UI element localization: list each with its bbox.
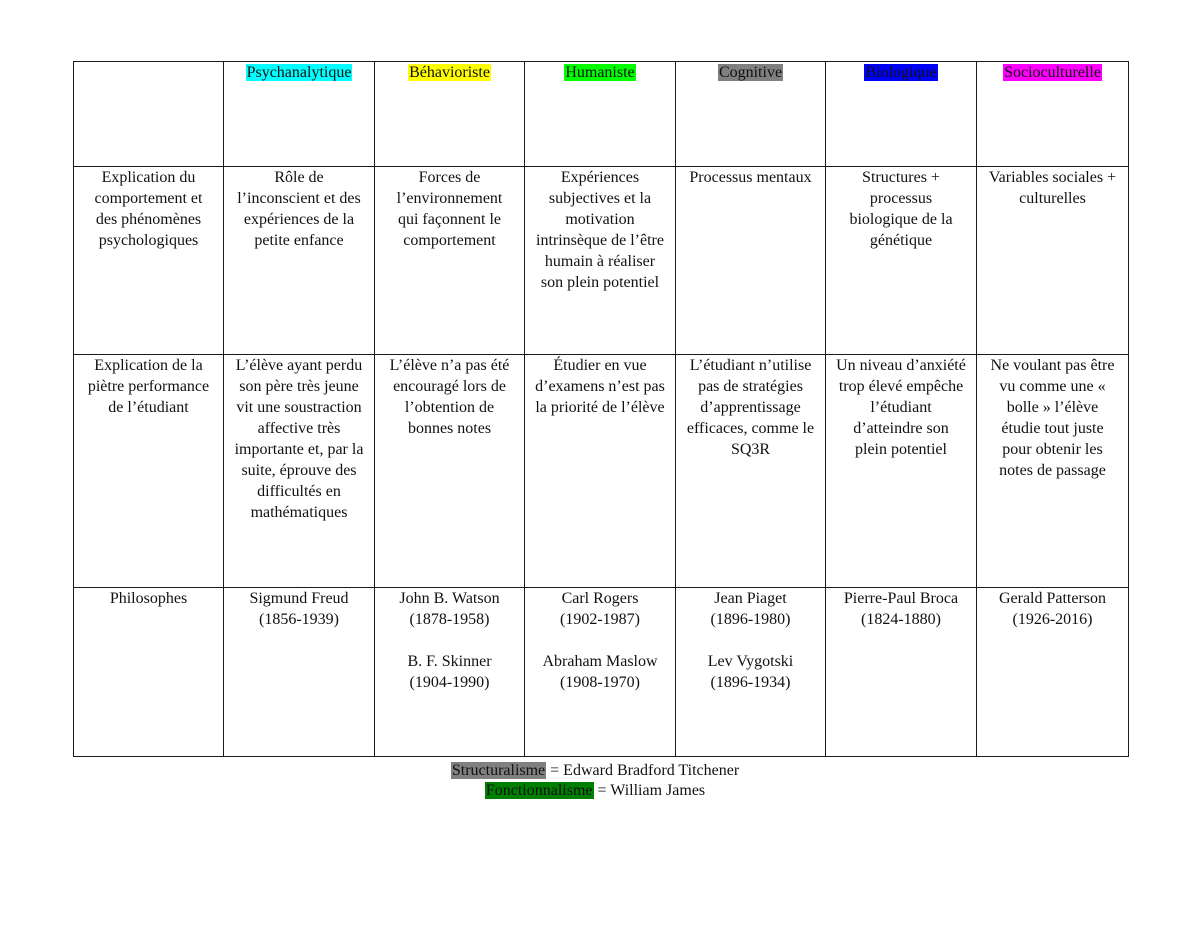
cell-behavioriste: L’élève n’a pas été encouragé lors de l’obtention de bonnes notes xyxy=(375,355,525,588)
philosopher-dates: (1878-1958) xyxy=(409,611,490,628)
row-label: Philosophes xyxy=(74,588,224,757)
header-socioculturelle xyxy=(977,62,1129,167)
philosopher-name: John B. Watson xyxy=(399,590,500,607)
header-row xyxy=(74,62,1129,167)
philosopher-name: Sigmund Freud xyxy=(249,590,349,607)
header-humaniste xyxy=(525,62,676,167)
highlight-structuralisme: Structuralisme xyxy=(451,762,546,779)
footer-structuralisme xyxy=(0,761,1200,781)
highlight-fonctionnalisme: Fonctionnalisme xyxy=(485,782,593,799)
philosopher-dates: (1856-1939) xyxy=(259,611,339,628)
row-label: Explication du comportement et des phénomènes psychologiques xyxy=(74,167,224,355)
header-biologique xyxy=(826,62,977,167)
cell-behavioriste: Forces de l’environnement qui façonnent le comportement xyxy=(375,167,525,355)
cell-psychanalytique xyxy=(224,588,375,757)
philosopher-dates: (1824-1880) xyxy=(861,611,941,628)
highlight-biologique: Biologique xyxy=(865,64,937,81)
cell-cognitive: L’étudiant n’utilise pas de stratégies d’apprentissage efficaces, comme le SQ3R xyxy=(676,355,826,588)
structuralisme-author: = Edward Bradford Titchener xyxy=(546,762,740,779)
philosopher-name: Pierre-Paul Broca xyxy=(843,590,959,607)
philosopher-dates: (1904-1990) xyxy=(409,674,490,691)
philosopher-name: Abraham Maslow xyxy=(542,653,658,670)
cell-humaniste xyxy=(525,588,676,757)
cell-biologique: Un niveau d’anxiété trop élevé empêche l’étudiant d’atteindre son plein potentiel xyxy=(826,355,977,588)
header-behavioriste xyxy=(375,62,525,167)
philosopher-dates: (1902-1987) xyxy=(560,611,640,628)
philosopher-name: Lev Vygotski xyxy=(707,653,794,670)
row-explication-comportement xyxy=(74,167,1129,355)
corner-cell xyxy=(74,62,224,167)
header-cognitive xyxy=(676,62,826,167)
cell-psychanalytique: Rôle de l’inconscient et des expériences de la petite enfance xyxy=(224,167,375,355)
psychology-approaches-table xyxy=(73,61,1129,757)
highlight-cognitive: Cognitive xyxy=(718,64,783,81)
fonctionnalisme-author: = William James xyxy=(593,782,706,799)
highlight-psychanalytique: Psychanalytique xyxy=(246,64,352,81)
highlight-socioculturelle: Socioculturelle xyxy=(1004,64,1101,81)
cell-humaniste: Expériences subjectives et la motivation intrinsèque de l’être humain à réaliser son plein potentiel xyxy=(525,167,676,355)
philosopher-name: Carl Rogers xyxy=(561,590,639,607)
row-label: Explication de la piètre performance de l’étudiant xyxy=(74,355,224,588)
row-philosophes xyxy=(74,588,1129,757)
cell-socioculturelle: Ne voulant pas être vu comme une « bolle » l’élève étudie tout juste pour obtenir les notes de passage xyxy=(977,355,1129,588)
philosopher-dates: (1926-2016) xyxy=(1012,611,1093,628)
cell-socioculturelle: Variables sociales + culturelles xyxy=(977,167,1129,355)
cell-psychanalytique: L’élève ayant perdu son père très jeune vit une soustraction affective très importante et, par la suite, éprouve des difficultés en mathématiques xyxy=(224,355,375,588)
philosopher-name: Gerald Patterson xyxy=(998,590,1107,607)
philosopher-dates: (1896-1980) xyxy=(710,611,791,628)
cell-cognitive xyxy=(676,588,826,757)
footer-notes xyxy=(0,761,1200,801)
highlight-humaniste: Humaniste xyxy=(565,64,635,81)
footer-fonctionnalisme xyxy=(0,781,1200,801)
philosopher-dates: (1896-1934) xyxy=(710,674,791,691)
highlight-behavioriste: Béhavioriste xyxy=(409,64,490,81)
cell-biologique: Structures + processus biologique de la génétique xyxy=(826,167,977,355)
philosopher-name: B. F. Skinner xyxy=(407,653,492,670)
philosopher-dates: (1908-1970) xyxy=(560,674,640,691)
cell-behavioriste xyxy=(375,588,525,757)
cell-socioculturelle xyxy=(977,588,1129,757)
cell-humaniste: Étudier en vue d’examens n’est pas la priorité de l’élève xyxy=(525,355,676,588)
cell-cognitive: Processus mentaux xyxy=(676,167,826,355)
header-psychanalytique xyxy=(224,62,375,167)
philosopher-name: Jean Piaget xyxy=(714,590,787,607)
row-explication-performance xyxy=(74,355,1129,588)
cell-biologique xyxy=(826,588,977,757)
